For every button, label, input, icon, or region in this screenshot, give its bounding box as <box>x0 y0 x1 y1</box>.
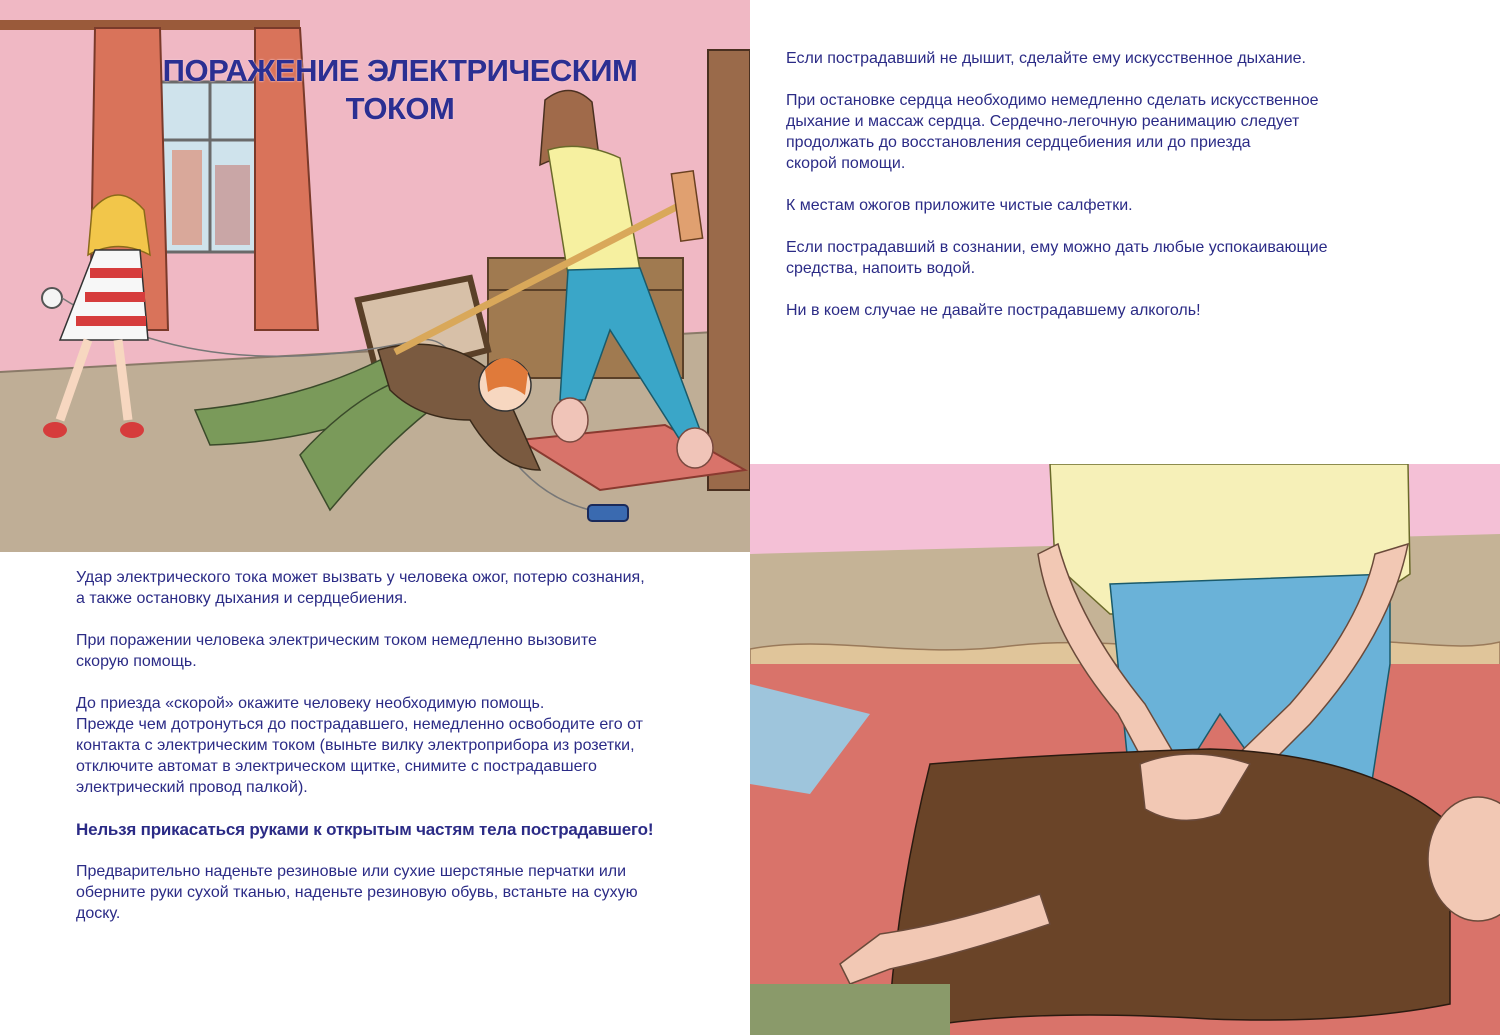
text-line: контакта с электрическим током (выньте вилку электроприбора из розетки, <box>76 737 635 754</box>
paragraph-shock-effects <box>76 567 726 609</box>
text-line: средства, напоить водой. <box>786 260 976 277</box>
text-line: скорую помощь. <box>76 653 197 670</box>
paragraph-no-alcohol: Ни в коем случае не давайте пострадавшему алкоголь! <box>786 302 1201 319</box>
instructions-first-aid <box>76 567 726 945</box>
text-line: а также остановку дыхания и сердцебиения. <box>76 590 408 607</box>
text-line: Предварительно наденьте резиновые или сухие шерстяные перчатки или <box>76 863 627 880</box>
text-line: Удар электрического тока может вызвать у человека ожог, потерю сознания, <box>76 569 645 586</box>
text-line: доску. <box>76 905 121 922</box>
text-line: Прежде чем дотронуться до пострадавшего, немедленно освободите его от <box>76 716 643 733</box>
page-title-line-1: ПОРАЖЕНИЕ ЭЛЕКТРИЧЕСКИМ <box>162 53 638 88</box>
text-line: Если пострадавший в сознании, ему можно дать любые успокаивающие <box>786 239 1328 256</box>
paragraph-conscious-victim <box>786 237 1386 279</box>
paragraph-protective-measures <box>76 861 726 924</box>
text-line: дыхание и массаж сердца. Сердечно-легочную реанимацию следует <box>786 113 1300 130</box>
instructions-after-release <box>786 48 1386 342</box>
paragraph-cpr <box>786 90 1386 174</box>
text-line: скорой помощи. <box>786 155 906 172</box>
text-line: оберните руки сухой тканью, наденьте резиновую обувь, встаньте на сухую <box>76 884 638 901</box>
page-title <box>120 52 680 128</box>
text-line: При поражении человека электрическим током немедленно вызовите <box>76 632 597 649</box>
paragraph-release-from-current <box>76 693 726 798</box>
text-line: При остановке сердца необходимо немедленно сделать искусственное <box>786 92 1319 109</box>
paragraph-call-ambulance <box>76 630 726 672</box>
text-line: отключите автомат в электрическом щитке, снимите с пострадавшего <box>76 758 597 775</box>
text-line: электрический провод палкой). <box>76 779 308 796</box>
page-title-line-2: ТОКОМ <box>345 91 455 126</box>
text-line: До приезда «скорой» окажите человеку необходимую помощь. <box>76 695 545 712</box>
text-line: продолжать до восстановления сердцебиения или до приезда <box>786 134 1251 151</box>
paragraph-burns: К местам ожогов приложите чистые салфетки. <box>786 197 1133 214</box>
paragraph-artificial-respiration: Если пострадавший не дышит, сделайте ему искусственное дыхание. <box>786 50 1306 67</box>
illustration-electric-shock-scene <box>0 0 750 552</box>
illustration-cpr-scene <box>750 464 1500 1035</box>
warning-do-not-touch: Нельзя прикасаться руками к открытым частям тела пострадавшего! <box>76 820 654 839</box>
